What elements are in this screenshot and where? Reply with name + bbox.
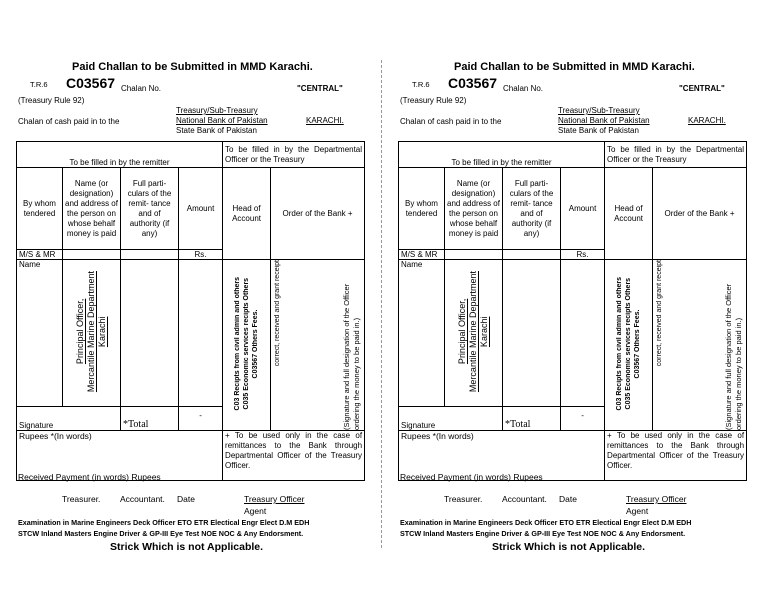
particulars-cell — [121, 260, 179, 407]
head-line-3: C03567 Others Fees. — [252, 309, 260, 379]
ms-mr-name-cell — [445, 250, 503, 260]
treasury-line-1: Treasury/Sub-Treasury — [558, 106, 640, 115]
remitter-header: To be filled in by the remitter — [17, 142, 223, 168]
head-line-1: C03 Recipts from civil admin and others — [234, 277, 242, 411]
treasury-karachi: KARACHI. — [306, 116, 344, 125]
officer-line-2: Mercantile Marine Department — [86, 271, 96, 393]
central-label: "CENTRAL" — [297, 84, 343, 93]
col-full-particulars: Full parti- culars of the remit- tance and of authority (if any) — [121, 168, 179, 250]
correct-receipt-text: correct, received and grant receipt — [656, 260, 664, 367]
challan-copy-right — [396, 0, 756, 594]
ms-mr-particulars-cell — [503, 250, 561, 260]
total-label: *Total — [121, 406, 179, 430]
officer-line-1: Principal Officer, — [75, 299, 85, 365]
rupees-in-words: Rupees *(In words) — [399, 431, 605, 481]
exam-line-2: STCW Inland Masters Engine Driver & GP-III Eye Test NOE NOC & Any Endorsment. — [18, 529, 304, 538]
head-line-2: C035 Economic services recipts Others — [625, 278, 633, 410]
ms-mr-name-cell — [63, 250, 121, 260]
officer-line-3: Karachi — [97, 316, 107, 348]
treasury-officer-label: Treasury Officer — [244, 494, 305, 504]
sig-designation-line-1: (Signature and full designation of the Officer — [724, 283, 734, 430]
name-label: Name — [399, 260, 445, 407]
treasury-officer-label: Treasury Officer — [626, 494, 687, 504]
exam-line-2: STCW Inland Masters Engine Driver & GP-III Eye Test NOE NOC & Any Endorsment. — [400, 529, 686, 538]
treasurer-label: Treasurer. — [62, 494, 101, 504]
strike-note: Strick Which is not Applicable. — [110, 541, 264, 553]
challan-code: C03567 — [448, 75, 498, 91]
treasury-line-2: National Bank of Pakistan — [176, 116, 268, 125]
tr-label: T.R.6 — [30, 80, 48, 89]
tr-label: T.R.6 — [412, 80, 430, 89]
treasurer-label: Treasurer. — [444, 494, 483, 504]
total-dash: - — [561, 406, 605, 430]
order-cell — [271, 260, 365, 431]
exam-line-1: Examination in Marine Engineers Deck Officer ETO ETR Electical Engr Elect D.M EDH — [18, 518, 310, 527]
sig-designation-line-2: ordering the money to be paid in.) — [352, 317, 362, 430]
agent-label: Agent — [244, 506, 267, 516]
strike-note: Strick Which is not Applicable. — [492, 541, 646, 553]
officer-cell — [63, 260, 121, 407]
sig-designation-line-2: ordering the money to be paid in.) — [734, 317, 744, 430]
rs-label: Rs. — [179, 250, 223, 260]
ms-mr-label: M/S & MR — [17, 250, 63, 260]
challan-title: Paid Challan to be Submitted in MMD Karachi. — [72, 61, 313, 73]
received-payment: Received Payment (in words) Rupees — [400, 472, 543, 482]
total-dash: - — [179, 406, 223, 430]
remittance-note: + To be used only in the case of remittances to the Bank through Departmental Officer of the Treasury Officer. — [223, 431, 365, 481]
date-label: Date — [177, 494, 195, 504]
col-order-of-bank: Order of the Bank + — [653, 168, 747, 260]
chalan-no-label: Chalan No. — [121, 84, 162, 93]
col-order-of-bank: Order of the Bank + — [271, 168, 365, 260]
head-line-1: C03 Recipts from civil admin and others — [616, 277, 624, 411]
col-head-of-account: Head of Account — [223, 168, 271, 260]
sig-designation-line-1: (Signature and full designation of the Officer — [342, 283, 352, 430]
challan-table — [398, 141, 747, 481]
treasury-rule: (Treasury Rule 92) — [400, 96, 467, 105]
central-label: "CENTRAL" — [679, 84, 725, 93]
total-label: *Total — [503, 406, 561, 430]
challan-title: Paid Challan to be Submitted in MMD Karachi. — [454, 61, 695, 73]
col-amount: Amount — [561, 168, 605, 250]
received-payment: Received Payment (in words) Rupees — [18, 472, 161, 482]
amount-cell — [561, 260, 605, 407]
page-divider — [381, 60, 382, 548]
particulars-cell — [503, 260, 561, 407]
col-head-of-account: Head of Account — [605, 168, 653, 260]
rs-label: Rs. — [561, 250, 605, 260]
ms-mr-particulars-cell — [121, 250, 179, 260]
cash-paid-label: Chalan of cash paid in to the — [400, 117, 502, 126]
name-label: Name — [17, 260, 63, 407]
head-line-3: C03567 Others Fees. — [634, 309, 642, 379]
head-line-2: C035 Economic services recipts Others — [243, 278, 251, 410]
treasury-rule: (Treasury Rule 92) — [18, 96, 85, 105]
dept-header: To be filled in by the Departmental Officer or the Treasury — [605, 142, 747, 168]
col-name-address: Name (or designation) and address of the person on whose behalf money is paid — [63, 168, 121, 250]
accountant-label: Accountant. — [120, 494, 165, 504]
agent-label: Agent — [626, 506, 649, 516]
signature-label: Signature — [17, 406, 121, 430]
correct-receipt-text: correct, received and grant receipt — [274, 260, 282, 367]
ms-mr-label: M/S & MR — [399, 250, 445, 260]
order-cell — [653, 260, 747, 431]
signature-label: Signature — [399, 406, 503, 430]
treasury-line-3: State Bank of Pakistan — [558, 126, 639, 135]
treasury-line-2: National Bank of Pakistan — [558, 116, 650, 125]
col-full-particulars: Full parti- culars of the remit- tance and of authority (if any) — [503, 168, 561, 250]
col-amount: Amount — [179, 168, 223, 250]
challan-copy-left — [14, 0, 374, 594]
treasury-karachi: KARACHI. — [688, 116, 726, 125]
officer-line-2: Mercantile Marine Department — [468, 271, 478, 393]
officer-line-1: Principal Officer, — [457, 299, 467, 365]
challan-code: C03567 — [66, 75, 116, 91]
exam-line-1: Examination in Marine Engineers Deck Officer ETO ETR Electical Engr Elect D.M EDH — [400, 518, 692, 527]
treasury-line-3: State Bank of Pakistan — [176, 126, 257, 135]
date-label: Date — [559, 494, 577, 504]
remitter-header: To be filled in by the remitter — [399, 142, 605, 168]
dept-header: To be filled in by the Departmental Officer or the Treasury — [223, 142, 365, 168]
challan-table — [16, 141, 365, 481]
remittance-note: + To be used only in the case of remittances to the Bank through Departmental Officer of the Treasury Officer. — [605, 431, 747, 481]
cash-paid-label: Chalan of cash paid in to the — [18, 117, 120, 126]
col-by-whom: By whom tendered — [17, 168, 63, 250]
amount-cell — [179, 260, 223, 407]
head-of-account-cell — [223, 260, 271, 431]
col-by-whom: By whom tendered — [399, 168, 445, 250]
chalan-no-label: Chalan No. — [503, 84, 544, 93]
treasury-line-1: Treasury/Sub-Treasury — [176, 106, 258, 115]
rupees-in-words: Rupees *(In words) — [17, 431, 223, 481]
col-name-address: Name (or designation) and address of the person on whose behalf money is paid — [445, 168, 503, 250]
officer-cell — [445, 260, 503, 407]
head-of-account-cell — [605, 260, 653, 431]
officer-line-3: Karachi — [479, 316, 489, 348]
accountant-label: Accountant. — [502, 494, 547, 504]
